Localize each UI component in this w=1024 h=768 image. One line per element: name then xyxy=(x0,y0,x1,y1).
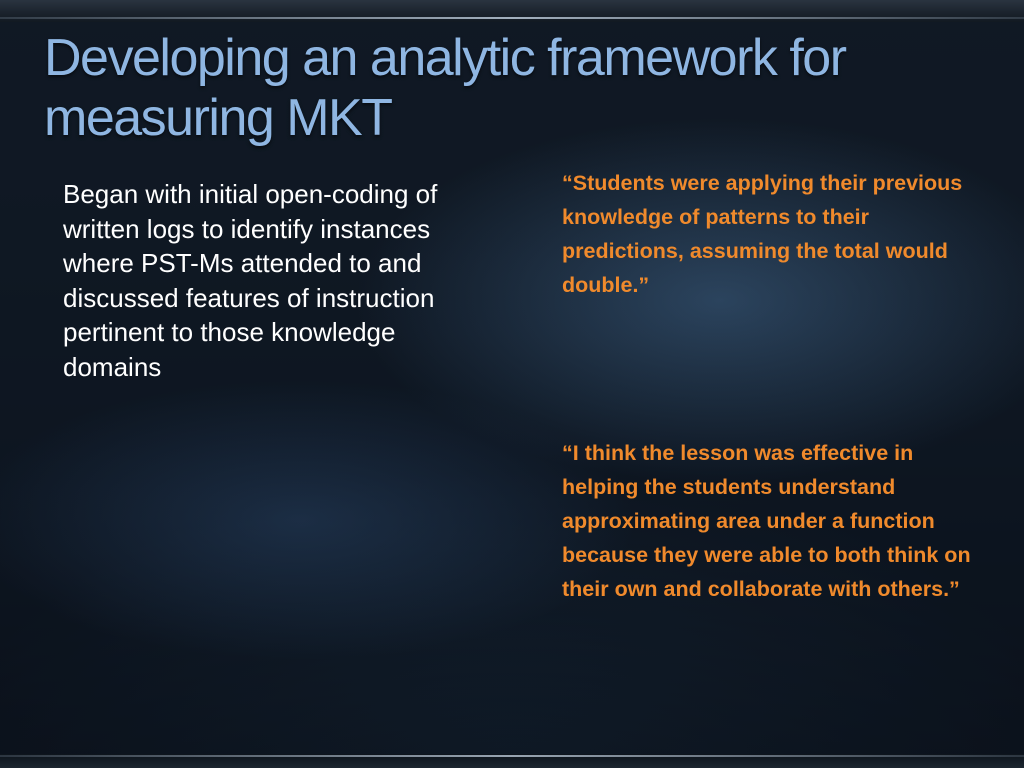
body-text: Began with initial open-coding of written logs to identify instances where PST-Ms attended to and discussed features of instruction pertinent to those knowledge domains xyxy=(63,179,438,382)
quote-lesson-effective: “I think the lesson was effective in helping the students understand approximating area under a function because they were able to both think on their own and collaborate with others.” xyxy=(562,441,971,601)
slide-title: Developing an analytic framework for measuring MKT xyxy=(44,29,846,147)
bottom-border-rule xyxy=(0,754,1024,768)
top-border-rule xyxy=(0,0,1024,22)
quote-students-patterns: “Students were applying their previous knowledge of patterns to their predictions, assuming the total would double.” xyxy=(562,171,963,297)
